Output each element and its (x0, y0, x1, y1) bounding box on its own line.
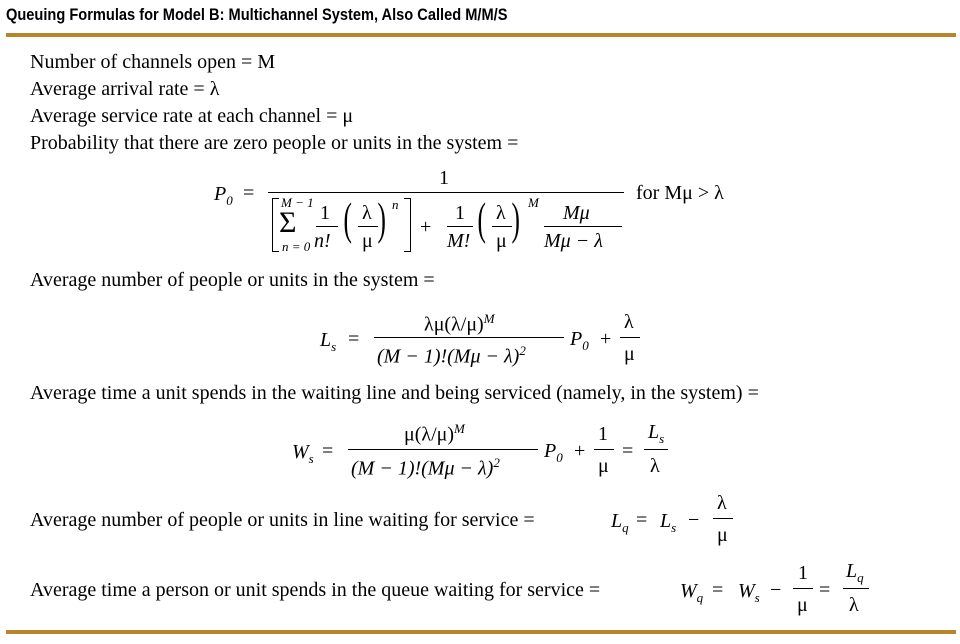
ws-denominator: $(M - 1)!(M\mu - \lambda)^2$ (351, 455, 500, 480)
ws-frac2-bar (644, 449, 668, 450)
p0-term1-numerator: 1 (320, 202, 330, 224)
p0-term1-bar (316, 226, 338, 227)
lq-label: Average number of people or units in line waiting for service = (30, 509, 535, 531)
p0-left-paren: ( (343, 193, 352, 244)
wq-equals-2: = (819, 579, 831, 601)
lq-minus: − (688, 509, 700, 531)
p0-frac3-numerator: Mμ (563, 202, 590, 224)
definition-channels: Number of channels open = M (30, 51, 276, 73)
ws-equals: = (322, 440, 334, 462)
wq-equals: = (712, 579, 724, 601)
p0-power-n: n (392, 197, 399, 212)
p0-mu-2: μ (496, 230, 507, 252)
p0-lambda-mu-bar-2 (492, 226, 512, 227)
ls-frac-numerator: λ (624, 311, 634, 333)
ws-numerator: $\mu(\lambda/\mu)^M$ (404, 421, 465, 446)
ls-numerator: $\lambda\mu(\lambda/\mu)^M$ (424, 311, 495, 336)
ws-plus: + (574, 440, 586, 462)
ws-equals-2: = (622, 440, 634, 462)
lq-frac-bar (713, 518, 733, 519)
wq-frac2-numerator: $L_q$ (846, 560, 864, 585)
p0-term1-denominator: n! (314, 230, 331, 252)
p0-sum-upper: M − 1 (281, 195, 314, 210)
ws-frac1-denominator: μ (598, 455, 609, 477)
p0-term2-denominator: M! (447, 230, 471, 252)
wq-frac2-bar (843, 588, 869, 589)
wq-lhs: $W_q$ (680, 580, 704, 605)
wq-label: Average time a person or unit spends in the queue waiting for service = (30, 579, 601, 601)
p0-lhs: $P_0$ (214, 183, 233, 208)
p0-plus: + (420, 216, 432, 238)
ws-lhs: $W_s$ (292, 441, 314, 466)
ls-denominator: $(M - 1)!(M\mu - \lambda)^2$ (377, 343, 526, 368)
p0-sum-lower: n = 0 (282, 239, 311, 254)
ws-p0: $P_0$ (544, 440, 563, 465)
ws-frac1-bar (594, 449, 614, 450)
ls-p0: $P_0$ (570, 328, 589, 353)
p0-right-bracket (404, 198, 411, 252)
ws-frac2-numerator: $L_s$ (648, 421, 665, 446)
lq-equals: = (636, 509, 648, 531)
wq-frac1-denominator: μ (797, 594, 808, 616)
ls-frac-denominator: μ (624, 343, 635, 365)
definition-service-rate: Average service rate at each channel = μ (30, 105, 354, 127)
p0-right-paren: ) (377, 193, 386, 244)
wq-minus: − (770, 579, 782, 601)
p0-fraction-bar (268, 192, 624, 193)
p0-lambda-mu-bar-1 (358, 226, 378, 227)
top-divider (6, 33, 956, 37)
lq-frac-denominator: μ (717, 524, 728, 546)
ws-frac2-denominator: λ (650, 455, 660, 477)
ws-frac1-numerator: 1 (598, 423, 608, 445)
p0-frac3-bar (544, 226, 622, 227)
p0-right-paren-2: ) (511, 193, 520, 244)
p0-term2-bar (447, 226, 473, 227)
page-title: Queuing Formulas for Model B: Multichannel System, Also Called M/M/S (6, 5, 508, 24)
wq-frac2-denominator: λ (849, 594, 859, 616)
p0-lambda-1: λ (362, 202, 372, 224)
ls-frac-bar (620, 337, 640, 338)
ls-equals: = (348, 328, 360, 350)
p0-numerator: 1 (439, 167, 449, 189)
lq-frac-numerator: λ (717, 492, 727, 514)
p0-equals: = (243, 182, 255, 204)
ls-label: Average number of people or units in the system = (30, 269, 435, 291)
wq-frac1-bar (793, 588, 813, 589)
ls-plus: + (600, 328, 612, 350)
p0-frac3-denominator: Mμ − λ (544, 230, 603, 252)
lq-lhs: $L_q$ (611, 510, 629, 535)
p0-power-M: M (528, 195, 539, 210)
wq-ws: $W_s$ (738, 580, 760, 605)
ls-fraction-bar (374, 337, 564, 338)
definition-probability-zero: Probability that there are zero people or units in the system = (30, 132, 519, 154)
ws-fraction-bar (348, 449, 538, 450)
lq-ls: $L_s$ (660, 510, 677, 535)
p0-lambda-2: λ (496, 202, 506, 224)
p0-condition: for Mμ > λ (636, 182, 724, 204)
p0-left-bracket (272, 198, 279, 252)
wq-frac1-numerator: 1 (798, 562, 808, 584)
definition-arrival-rate: Average arrival rate = λ (30, 78, 220, 100)
p0-sum-symbol: Σ (279, 206, 297, 239)
p0-left-paren-2: ( (477, 193, 486, 244)
ls-lhs: $L_s$ (320, 329, 337, 354)
p0-term2-numerator: 1 (455, 202, 465, 224)
p0-mu-1: μ (362, 230, 373, 252)
ws-label: Average time a unit spends in the waiting line and being serviced (namely, in the system) = (30, 382, 759, 404)
bottom-divider (6, 630, 956, 634)
